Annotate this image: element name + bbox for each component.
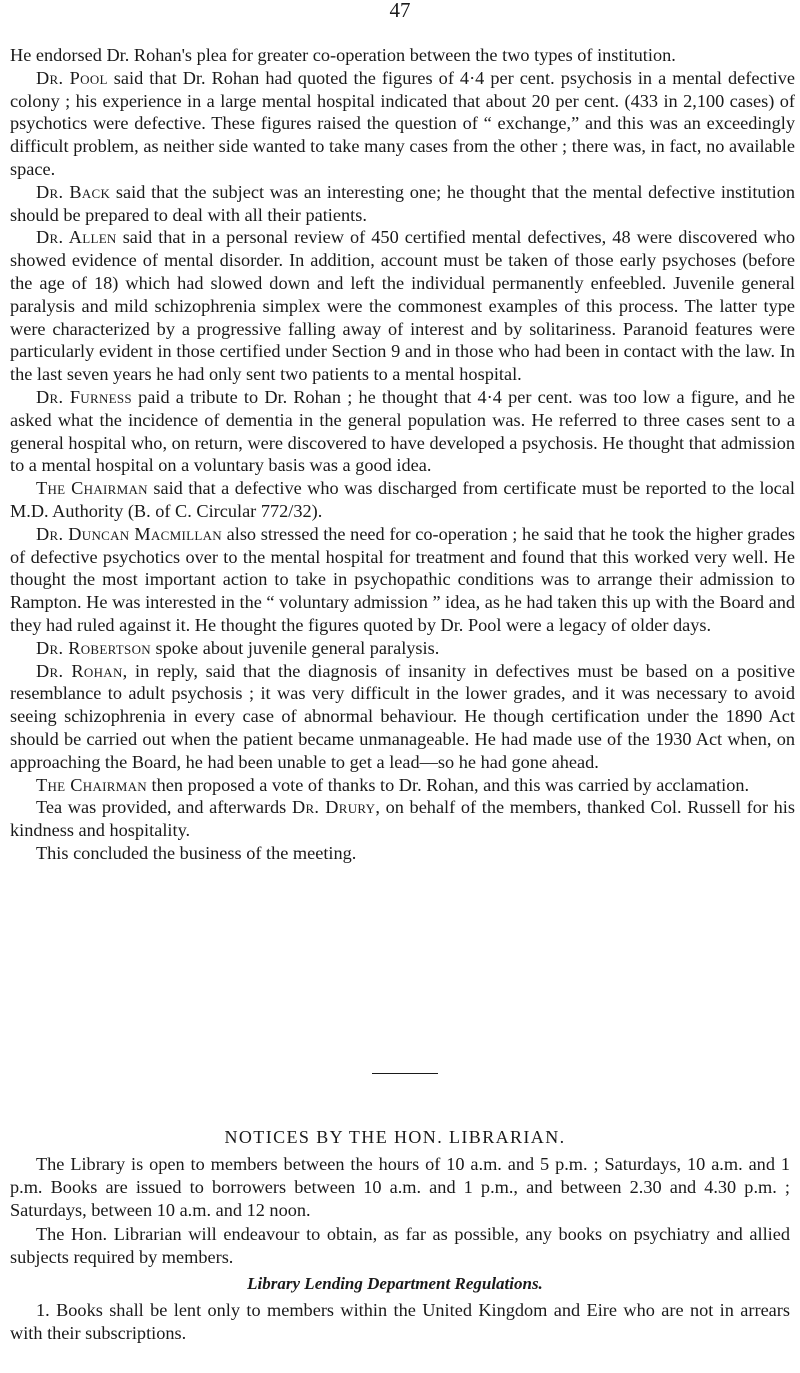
paragraph: Dr. Duncan Macmillan also stressed the need for co-operation ; he said that he took the higher grades of defective psychotics over to the mental hospital for treatment and found that this worked very well. He thought the most important action to take in psychopathic conditions was to arrange their admission to Rampton. He was interested in the “ voluntary admission ” idea, as he had taken this up with the Board and they had ruled against it. He thought the figures quoted by Dr. Pool were a legacy of older days. (10, 523, 796, 635)
paragraph: The Chairman said that a defective who was discharged from certificate must be reported to the local M.D. Authority (B. of C. Circular 772/32). (10, 478, 795, 521)
librarian-notices (10, 1153, 790, 1271)
paragraph: Tea was provided, and afterwards Dr. Drury, on behalf of the members, thanked Col. Russell for his kindness and hospitality. (10, 797, 795, 841)
speaker-name: Dr. Furness (36, 386, 132, 407)
paragraph: The Chairman then proposed a vote of thanks to Dr. Rohan, and this was carried by acclamation. (36, 774, 750, 795)
regulations-list (10, 1299, 790, 1345)
page-number: 47 (389, 0, 411, 22)
speaker-name: Dr. Allen (36, 227, 117, 248)
paragraph: Dr. Robertson spoke about juvenile general paralysis. (36, 637, 440, 658)
speaker-name: The Chairman (36, 774, 147, 795)
speaker-name: Dr. Rohan (36, 660, 123, 681)
speaker-name: Dr. Drury (291, 797, 376, 818)
paragraph: He endorsed Dr. Rohan's plea for greater co-operation between the two types of institution. (10, 45, 676, 65)
paragraph: The Library is open to members between the hours of 10 a.m. and 5 p.m. ; Saturdays, 10 a.m. and 1 p.m. Books are issued to borrowers between 10 a.m. and 1 p.m., and between 2.30 and 4.30 p.m. ; Saturdays, between 10 a.m. and 12 noon. (10, 1154, 790, 1220)
paragraph: Dr. Pool said that Dr. Rohan had quoted the figures of 4·4 per cent. psychosis in a mental defective colony ; his experience in a large mental hospital indicated that about 20 per cent. (433 in 2,100 cases) of psychotics were defective. These figures raised the question of “ exchange,” and this was an exceedingly difficult problem, as neither side wanted to take many cases from the other ; there was, in fact, no available space. (10, 67, 795, 179)
speaker-name: Dr. Robertson (36, 637, 151, 658)
section-heading: NOTICES BY THE HON. LIBRARIAN. (224, 1127, 566, 1147)
paragraph: Dr. Furness paid a tribute to Dr. Rohan ; he thought that 4·4 per cent. was too low a figure, and he asked what the incidence of dementia in the general population was. He referred to three cases sent to a general hospital who, on return, were discovered to have developed a psychosis. He thought that admission to a mental hospital on a voluntary basis was a good idea. (10, 386, 795, 476)
regulation-item: 1. Books shall be lent only to members within the United Kingdom and Eire who are not in arrears with their subscriptions. (10, 1300, 790, 1343)
paragraph: Dr. Allen said that in a personal review of 450 certified mental defectives, 48 were discovered who showed evidence of mental disorder. In addition, account must be taken of those early psychoses (before the age of 18) which had slowed down and left the individual permanently enfeebled. Juvenile general paralysis and mild schizophrenia simplex were the commonest examples of this process. The latter type were characterized by a progressive falling away of interest and by solitariness. Paranoid features were particularly evident in those certified under Section 9 and in those who had been in contact with the law. In the last seven years he had only sent two patients to a mental hospital. (10, 227, 795, 385)
paragraph: The Hon. Librarian will endeavour to obtain, as far as possible, any books on psychiatry and allied subjects required by members. (10, 1224, 790, 1268)
speaker-name: The Chairman (36, 478, 148, 499)
paragraph: Dr. Rohan, in reply, said that the diagnosis of insanity in defectives must be based on a positive resemblance to adult psychosis ; it was very difficult in the lower grades, and it was necessary to avoid seeing schizophrenia in every case of abnormal behaviour. He though certification under the 1890 Act should be carried out when the patient became unmanageable. He had made use of the 1930 Act when, on approaching the Board, he had been unable to get a lead—so he had gone ahead. (10, 660, 795, 772)
paragraph: Dr. Back said that the subject was an interesting one; he thought that the mental defective institution should be prepared to deal with all their patients. (10, 181, 795, 225)
regulations-heading: Library Lending Department Regulations. (247, 1274, 543, 1293)
speaker-name: Dr. Back (36, 181, 111, 202)
section-divider (372, 1073, 438, 1074)
speaker-name: Dr. Pool (36, 67, 108, 88)
paragraph: This concluded the business of the meeting. (36, 842, 357, 863)
meeting-discussion (10, 44, 795, 865)
speaker-name: Dr. Duncan Macmillan (36, 523, 222, 544)
